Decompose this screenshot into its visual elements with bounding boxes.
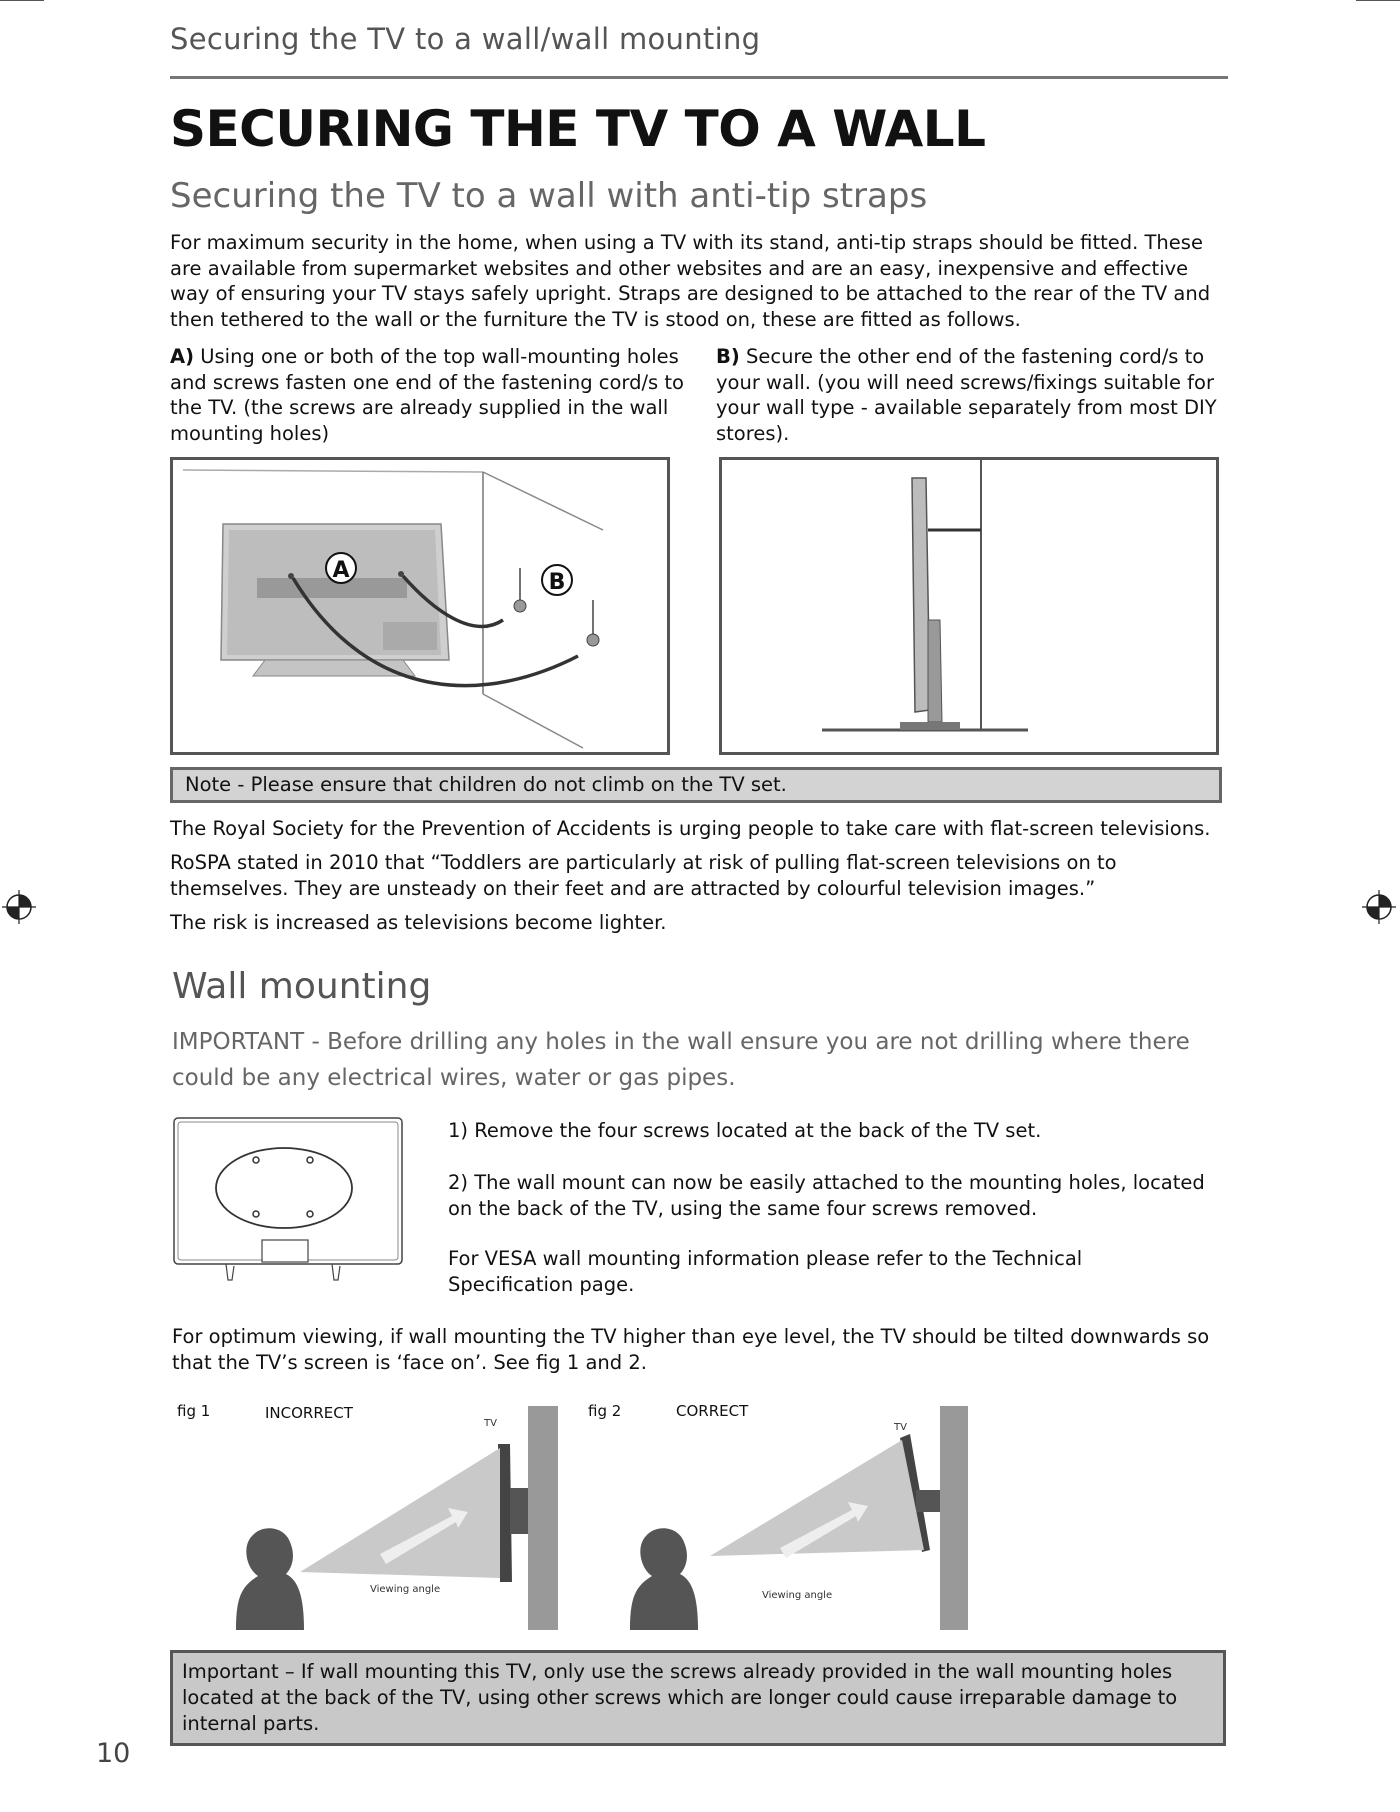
step-b xyxy=(716,344,1236,446)
fig2-tv-label: TV xyxy=(894,1422,907,1433)
drilling-warning: IMPORTANT - Before drilling any holes in the wall ensure you are not drilling where there could be any electrical wires, water or gas pipes. xyxy=(172,1029,1190,1091)
note-box: Note - Please ensure that children do not climb on the TV set. xyxy=(170,767,1222,803)
fig1-status: INCORRECT xyxy=(265,1404,353,1422)
strap-side-illustration xyxy=(719,457,1219,755)
fig2-correct-diagram xyxy=(612,1400,982,1632)
straps-intro: For maximum security in the home, when using a TV with its stand, anti-tip straps should be fitted. These are available from supermarket websites and other websites and are an easy, inexpensive and effective way of ensuring your TV stays safely upright. Straps are designed to be attached to the rear of the TV and then tethered to the wall or the furniture the TV is stood on, these are fitted as follows. xyxy=(170,231,1211,331)
fig2-angle-label: Viewing angle xyxy=(762,1590,833,1601)
tv-rear-screw-diagram xyxy=(172,1116,404,1284)
vesa-note: For VESA wall mounting information please refer to the Technical Specification page. xyxy=(448,1247,1083,1296)
rospa-paragraph-1: The Royal Society for the Prevention of Accidents is urging people to take care with flat-screen televisions. xyxy=(170,817,1211,840)
page-title: SECURING THE TV TO A WALL xyxy=(170,100,986,158)
wall-step-1: 1) Remove the four screws located at the back of the TV set. xyxy=(448,1119,1042,1142)
straps-section-title: Securing the TV to a wall with anti-tip straps xyxy=(170,176,928,216)
strap-rear-illustration xyxy=(170,457,670,755)
marker-b: B xyxy=(548,570,566,595)
fig1-incorrect-diagram xyxy=(200,1400,570,1632)
running-header: Securing the TV to a wall/wall mounting xyxy=(170,22,761,56)
rospa-paragraph-2: RoSPA stated in 2010 that “Toddlers are particularly at risk of pulling flat-screen televisions on to themselves. They are unsteady on their feet and are attracted by colourful television images.” xyxy=(170,851,1117,900)
page-number: 10 xyxy=(96,1738,131,1769)
crop-mark xyxy=(0,0,44,1)
marker-a: A xyxy=(332,558,350,583)
wall-mounting-title: Wall mounting xyxy=(172,966,432,1007)
viewing-advice: For optimum viewing, if wall mounting the TV higher than eye level, the TV should be tilted downwards so that the TV’s screen is ‘face on’. See fig 1 and 2. xyxy=(172,1325,1210,1374)
rospa-paragraph-3: The risk is increased as televisions become lighter. xyxy=(170,911,667,934)
step-b-text: Secure the other end of the fastening cord/s to your wall. (you will need screws/fixings suitable for your wall type - available separately from most DIY stores). xyxy=(716,345,1217,445)
tv-side-strap-drawing xyxy=(722,460,1216,752)
fig1-tv-label: TV xyxy=(484,1418,497,1429)
tv-rear-strap-drawing xyxy=(173,460,667,752)
step-b-label: B) xyxy=(716,345,740,368)
crop-mark xyxy=(1356,0,1400,1)
step-a-label: A) xyxy=(170,345,195,368)
registration-mark-icon xyxy=(2,890,36,924)
fig2-number: fig 2 xyxy=(588,1402,622,1420)
step-a xyxy=(170,344,690,446)
fig1-angle-label: Viewing angle xyxy=(370,1584,441,1595)
wall-step-2: 2) The wall mount can now be easily attached to the mounting holes, located on the back of the TV, using the same four screws removed. xyxy=(448,1171,1205,1220)
fig2-status: CORRECT xyxy=(676,1402,749,1420)
fig1-number: fig 1 xyxy=(177,1402,211,1420)
registration-mark-icon xyxy=(1362,890,1396,924)
header-rule xyxy=(170,76,1228,79)
step-a-text: Using one or both of the top wall-mounting holes and screws fasten one end of the fastening cord/s to the TV. (the screws are already supplied in the wall mounting holes) xyxy=(170,345,684,445)
important-screws-box: Important – If wall mounting this TV, only use the screws already provided in the wall mounting holes located at the back of the TV, using other screws which are longer could cause irreparable damage to internal parts. xyxy=(170,1650,1226,1746)
